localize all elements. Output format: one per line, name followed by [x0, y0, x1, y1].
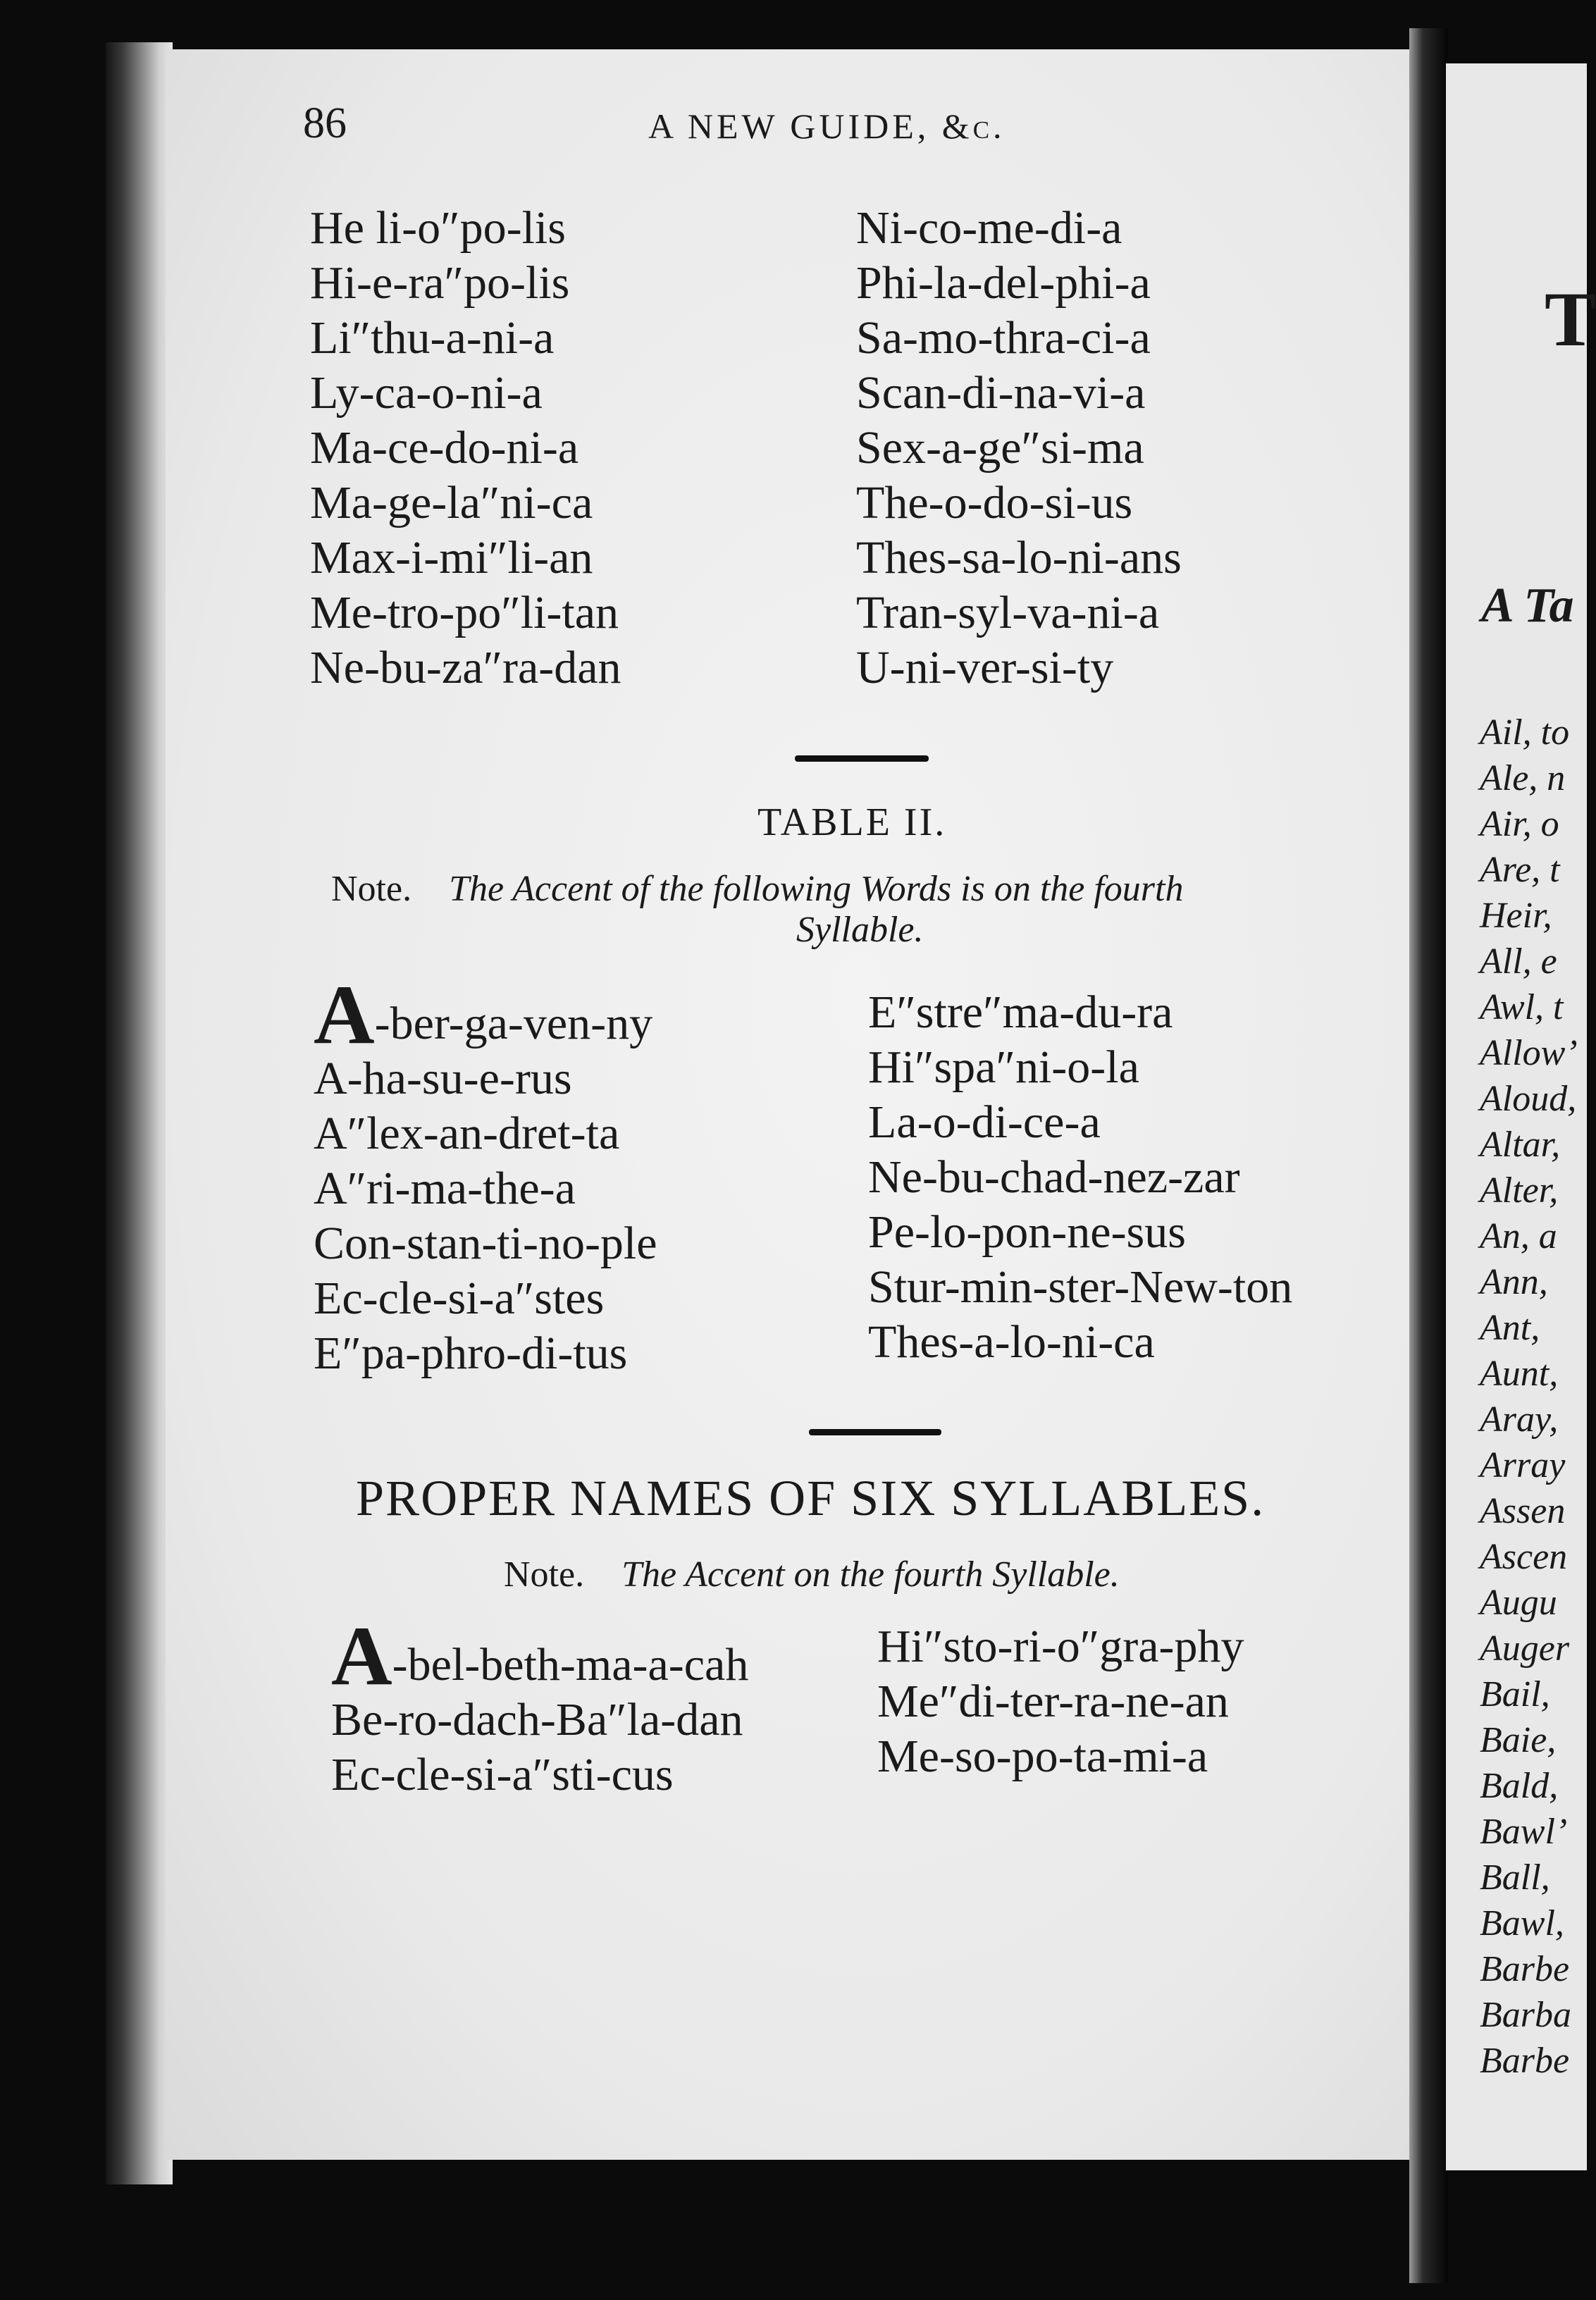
word-entry: Ne-bu-za″ra-dan: [310, 642, 621, 693]
right-page-entry: Are, t: [1480, 850, 1560, 890]
word-entry: The-o-do-si-us: [856, 477, 1133, 528]
table-note: [331, 868, 1183, 910]
word-entry: La-o-di-ce-a: [868, 1096, 1101, 1148]
drop-cap: A: [314, 967, 375, 1061]
word-entry: Me-so-po-ta-mi-a: [877, 1731, 1208, 1782]
word-entry: A″lex-an-dret-ta: [314, 1108, 620, 1159]
right-page-entry: Aunt,: [1480, 1354, 1559, 1394]
six-syllables-right-column: [877, 1619, 1244, 1784]
word-entry: Pe-lo-pon-ne-sus: [868, 1206, 1186, 1258]
six-syllables-left-column: [331, 1609, 749, 1803]
right-page-entry: Ail, to: [1480, 712, 1570, 753]
word-entry: Hi″spa″ni-o-la: [868, 1041, 1139, 1093]
right-page-entry: Barbe: [1480, 1949, 1570, 1989]
section-title: PROPER NAMES OF SIX SYLLABLES.: [356, 1470, 1266, 1526]
word-entry: A-ber-ga-ven-ny: [314, 967, 653, 1061]
note-text: The Accent of the following Words is on the fourth: [449, 869, 1184, 909]
word-entry: He li-o″po-lis: [310, 202, 566, 254]
right-page-entry: Ball,: [1480, 1857, 1550, 1898]
word-entry: Hi″sto-ri-o″gra-phy: [877, 1621, 1244, 1672]
right-page-entry: An, a: [1480, 1216, 1557, 1256]
word-entry: Max-i-mi″li-an: [310, 532, 593, 583]
word-entry: Ne-bu-chad-nez-zar: [868, 1151, 1240, 1203]
word-entry: Phi-la-del-phi-a: [856, 257, 1151, 309]
word-entry: Sex-a-ge″si-ma: [856, 422, 1144, 474]
top-words-right-column: [856, 201, 1182, 695]
right-page-entry: Aray,: [1480, 1399, 1559, 1440]
note-text: Syllable.: [796, 910, 924, 950]
right-page-entry: Baie,: [1480, 1720, 1557, 1760]
right-page-subheading: A Ta: [1481, 579, 1574, 633]
right-page-entry: Bald,: [1480, 1766, 1559, 1806]
right-page-entry: Bail,: [1480, 1674, 1550, 1714]
right-page-entry: Air, o: [1480, 804, 1559, 844]
right-page-entry: Barba: [1480, 1995, 1571, 2035]
drop-cap: A: [331, 1609, 392, 1702]
right-page-fragment: [1446, 63, 1596, 2170]
note-label: Note.: [331, 869, 412, 909]
word-entry: Hi-e-ra″po-lis: [310, 257, 570, 309]
note-label: Note.: [504, 1554, 585, 1595]
word-entry: A″ri-ma-the-a: [314, 1163, 576, 1214]
word-entry: E″stre″ma-du-ra: [868, 987, 1173, 1038]
table2-left-column: [314, 967, 657, 1381]
table-note-continued: [796, 909, 924, 951]
word-entry: Ec-cle-si-a″stes: [314, 1273, 605, 1324]
right-page-entry: Augu: [1480, 1583, 1557, 1623]
right-page-entry: Heir,: [1480, 896, 1552, 936]
right-page-entry: Alter,: [1480, 1170, 1559, 1211]
word-entry: Me″di-ter-ra-ne-an: [877, 1676, 1229, 1727]
section-note: [504, 1554, 1120, 1595]
word-entry: Ma-ge-la″ni-ca: [310, 477, 593, 528]
word-entry: Stur-min-ster-New-ton: [868, 1261, 1293, 1313]
word-entry: A-ha-su-e-rus: [314, 1053, 572, 1104]
right-page-entry: Altar,: [1480, 1125, 1561, 1165]
right-page-entry: Allow’: [1480, 1033, 1578, 1073]
table-title: TABLE II.: [757, 800, 947, 844]
right-page-entry: Assen: [1480, 1491, 1566, 1531]
word-entry: Be-ro-dach-Ba″la-dan: [331, 1694, 743, 1745]
word-entry: U-ni-ver-si-ty: [856, 642, 1114, 693]
word-entry: A-bel-beth-ma-a-cah: [331, 1609, 749, 1702]
right-page-entry: Ant,: [1480, 1308, 1540, 1348]
right-page-entry: All, e: [1480, 941, 1557, 982]
word-entry: Ma-ce-do-ni-a: [310, 422, 579, 474]
word-entry: Ec-cle-si-a″sti-cus: [331, 1749, 674, 1800]
word-entry: E″pa-phro-di-tus: [314, 1328, 628, 1379]
word-entry: Scan-di-na-vi-a: [856, 367, 1146, 419]
word-entry: Thes-a-lo-ni-ca: [868, 1316, 1155, 1368]
page-number: 86: [303, 99, 347, 147]
word-entry: Me-tro-po″li-tan: [310, 587, 619, 638]
book-spine-shadow: [106, 42, 173, 2184]
right-page-entry: Aloud,: [1480, 1079, 1577, 1119]
right-page-entry: Barbe: [1480, 2041, 1570, 2081]
right-page-entry: Bawl’: [1480, 1812, 1568, 1852]
right-page-entry: Awl, t: [1480, 987, 1564, 1027]
note-text: The Accent on the fourth Syllable.: [621, 1554, 1120, 1595]
right-page-entry: Ann,: [1480, 1262, 1548, 1302]
book-gutter: [1409, 28, 1448, 2283]
word-entry: Thes-sa-lo-ni-ans: [856, 532, 1182, 583]
right-page-entry: Array: [1480, 1445, 1566, 1485]
right-page-entry: Ale, n: [1480, 758, 1566, 798]
word-entry: Ly-ca-o-ni-a: [310, 367, 543, 419]
word-entry: Con-stan-ti-no-ple: [314, 1218, 657, 1269]
word-entry: Sa-mo-thra-ci-a: [856, 312, 1151, 364]
right-page-entry: Bawl,: [1480, 1903, 1564, 1943]
section-divider: [809, 1429, 941, 1435]
top-words-left-column: [310, 201, 621, 695]
word-entry: Li″thu-a-ni-a: [310, 312, 555, 364]
table2-right-column: [868, 985, 1292, 1370]
word-entry: Ni-co-me-di-a: [856, 202, 1122, 254]
right-page-entry: Ascen: [1480, 1537, 1568, 1577]
right-page-heading: T: [1545, 276, 1596, 362]
running-title: A NEW GUIDE, &c.: [648, 106, 1006, 146]
word-entry: Tran-syl-va-ni-a: [856, 587, 1160, 638]
right-page-entry: Auger: [1480, 1628, 1570, 1669]
section-divider: [795, 755, 929, 762]
